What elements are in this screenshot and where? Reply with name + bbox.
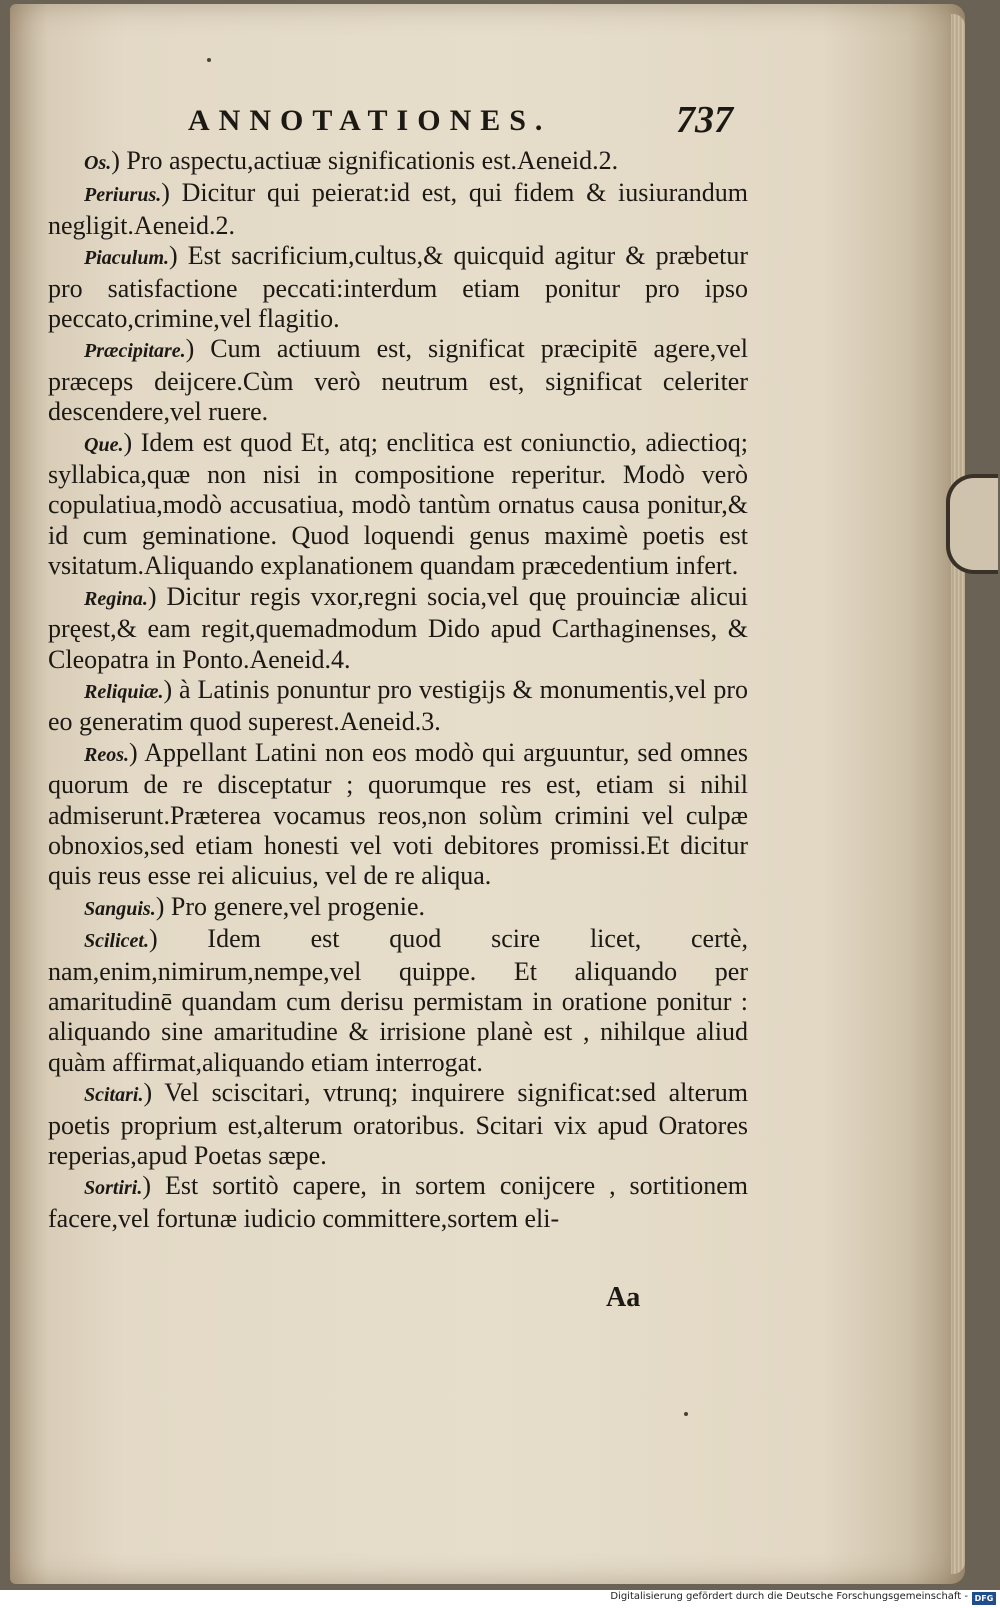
lemma: Que.	[84, 433, 124, 456]
entry-scilicet	[48, 924, 748, 1078]
entry-periurus	[48, 178, 748, 241]
lemma: Præcipitare.	[84, 340, 186, 363]
lemma: Regina.	[84, 587, 148, 610]
entry-scitari	[48, 1078, 748, 1171]
lemma: Scilicet.	[84, 930, 149, 953]
entry-text: ) Idem est quod Et, atq; enclitica est coniunctio, adiectioq; syllabica,quæ non nisi in compositione reperitur. Modò verò copulatiua,modò accusatiua, modò tantùm ornatus causa ponitur,& id cum geminatione. Quod loquendi genus maximè poetis est vsitatum.Aliquando explanationem quandam præcedentium infert.	[48, 427, 748, 581]
entry-text: ) Pro aspectu,actiuæ significationis est.Aeneid.2.	[111, 146, 619, 175]
ink-speck	[684, 1412, 688, 1416]
entry-reliquiae	[48, 675, 748, 738]
entry-text: ) à Latinis ponuntur pro vestigijs & monumentis,vel pro eo generatim quod superest.Aeneid.3.	[48, 674, 748, 737]
page-number: 737	[676, 99, 733, 141]
entry-text: ) Appellant Latini non eos modò qui arguuntur, sed omnes quorum de re disceptatur ; quorumque res est, etiam si nihil admiserunt.Præterea vocamus reos,non solùm crimini vel culpæ obnoxios,sed etiam honesti vel voti debitores promissi.Et dicitur quis reus esse rei alicuius, vel de re aliqua.	[48, 737, 748, 891]
lemma: Reliquiæ.	[84, 680, 164, 703]
lemma: Os.	[84, 152, 112, 174]
entry-sortiri	[48, 1171, 748, 1234]
entry-text: ) Cum actiuum est, significat præcipitē agere,vel præceps deijcere.Cùm verò neutrum est, significat celeriter descendere,vel ruere.	[48, 334, 748, 427]
digitization-credit: Digitalisierung gefördert durch die Deutsche Forschungsgemeinschaft -	[610, 1591, 968, 1602]
entry-text: ) Pro genere,vel progenie.	[155, 891, 425, 921]
entry-regina	[48, 582, 748, 675]
ink-speck	[207, 58, 211, 62]
lemma: Scitari.	[84, 1084, 144, 1107]
entry-que	[48, 428, 748, 582]
dfg-logo: DFG	[972, 1592, 996, 1605]
entry-text: ) Est sortitò capere, in sortem conijcere , sortitionem facere,vel fortunæ iudicio committere,sortem eli-	[48, 1171, 748, 1233]
signature-mark: Aa	[606, 1282, 641, 1313]
entry-praecipitare	[48, 334, 748, 427]
entry-piaculum	[48, 241, 748, 334]
entry-os	[48, 146, 748, 178]
lemma: Sanguis.	[84, 897, 156, 920]
page-edge	[951, 14, 965, 1574]
entry-text: ) Idem est quod scire licet, certè, nam,enim,nimirum,nempe,vel quippe. Et aliquando per amaritudinē quandam cum derisu permistam in oratione ponitur : aliquando sine amaritudine & irrisione planè est , nihilque aliud quàm affirmat,aliquando etiam interrogat.	[48, 924, 748, 1077]
lemma: Periurus.	[84, 184, 162, 207]
lemma: Sortiri.	[84, 1177, 143, 1200]
entry-reos	[48, 738, 748, 892]
entry-text: ) Dicitur regis vxor,regni socia,vel quę prouinciæ alicui pręest,& eam regit,quemadmodum Dido apud Carthaginenses, & Cleopatra in Ponto.Aeneid.4.	[48, 581, 748, 674]
entry-text: ) Est sacrificium,cultus,& quicquid agitur & præbetur pro satisfactione peccati:interdum etiam ponitur pro ipso peccato,crimine,vel flagitio.	[48, 241, 748, 334]
entry-text: ) Vel sciscitari, vtrunq; inquirere significat:sed alterum poetis proprium est,alterum oratoribus. Scitari vix apud Oratores reperias,apud Poetas sæpe.	[48, 1078, 748, 1170]
entry-sanguis	[48, 892, 748, 924]
running-title: ANNOTATIONES.	[188, 104, 552, 137]
lemma: Reos.	[84, 743, 129, 766]
entry-text: ) Dicitur qui peierat:id est, qui fidem & iusiurandum negligit.Aeneid.2.	[48, 178, 748, 240]
book-clasp	[946, 474, 998, 574]
running-head	[48, 98, 748, 142]
text-block	[48, 98, 748, 1234]
lemma: Piaculum.	[84, 247, 170, 270]
